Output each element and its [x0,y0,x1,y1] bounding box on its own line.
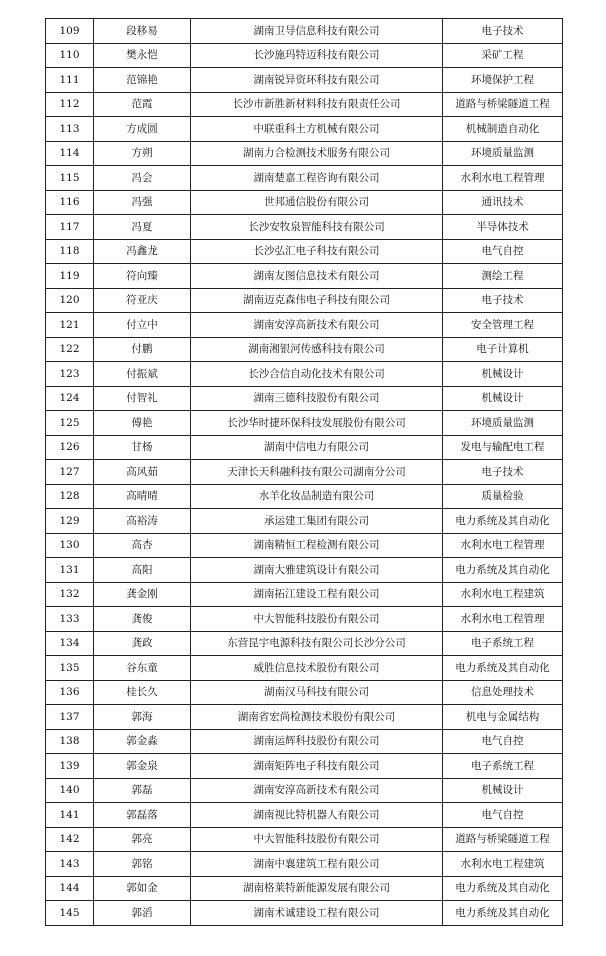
row-number-cell: 119 [46,264,94,289]
person-name-cell: 方朔 [94,141,191,166]
company-name-cell: 湖南安淳高新技术有限公司 [191,313,443,338]
person-name-cell: 付立中 [94,313,191,338]
table-row [46,141,563,166]
specialty-cell: 水利水电工程管理 [443,166,563,191]
person-name-cell: 郭海 [94,705,191,730]
row-number-cell: 121 [46,313,94,338]
company-name-cell: 湖南省宏尚检测技术股份有限公司 [191,705,443,730]
company-name-cell: 水羊化妆品制造有限公司 [191,484,443,509]
specialty-cell: 电子系统工程 [443,631,563,656]
specialty-cell: 机械设计 [443,778,563,803]
person-name-cell: 樊永恺 [94,43,191,68]
specialty-cell: 电力系统及其自动化 [443,876,563,901]
table-row [46,386,563,411]
specialty-cell: 发电与输配电工程 [443,435,563,460]
table-row [46,607,563,632]
specialty-cell: 水利水电工程建筑 [443,852,563,877]
specialty-cell: 测绘工程 [443,264,563,289]
row-number-cell: 144 [46,876,94,901]
table-row [46,705,563,730]
row-number-cell: 129 [46,509,94,534]
specialty-cell: 环境质量监测 [443,411,563,436]
person-name-cell: 方成圆 [94,117,191,142]
person-name-cell: 龚政 [94,631,191,656]
person-name-cell: 郭磊 [94,778,191,803]
person-name-cell: 范霞 [94,92,191,117]
row-number-cell: 127 [46,460,94,485]
person-name-cell: 高晴晴 [94,484,191,509]
row-number-cell: 116 [46,190,94,215]
table-row [46,362,563,387]
person-name-cell: 付鹏 [94,337,191,362]
company-name-cell: 湖南友图信息技术有限公司 [191,264,443,289]
person-name-cell: 高裕涛 [94,509,191,534]
company-name-cell: 湖南中襄建筑工程有限公司 [191,852,443,877]
row-number-cell: 143 [46,852,94,877]
specialty-cell: 安全管理工程 [443,313,563,338]
company-name-cell: 湖南中信电力有限公司 [191,435,443,460]
company-name-cell: 湖南安淳高新技术有限公司 [191,778,443,803]
company-name-cell: 东营昆宇电源科技有限公司长沙分公司 [191,631,443,656]
row-number-cell: 138 [46,729,94,754]
company-name-cell: 长沙市新胜新材料科技有限责任公司 [191,92,443,117]
company-name-cell: 湖南格莱特新能源发展有限公司 [191,876,443,901]
specialty-cell: 采矿工程 [443,43,563,68]
row-number-cell: 131 [46,558,94,583]
row-number-cell: 136 [46,680,94,705]
specialty-cell: 电子技术 [443,288,563,313]
company-name-cell: 长沙弘汇电子科技有限公司 [191,239,443,264]
row-number-cell: 130 [46,533,94,558]
row-number-cell: 122 [46,337,94,362]
company-name-cell: 湖南矩阵电子科技有限公司 [191,754,443,779]
company-name-cell: 湖南卫导信息科技有限公司 [191,19,443,44]
row-number-cell: 128 [46,484,94,509]
specialty-cell: 电子系统工程 [443,754,563,779]
specialty-cell: 电力系统及其自动化 [443,509,563,534]
row-number-cell: 135 [46,656,94,681]
specialty-cell: 质量检验 [443,484,563,509]
company-name-cell: 长沙安牧泉智能科技有限公司 [191,215,443,240]
company-name-cell: 湖南楚嘉工程咨询有限公司 [191,166,443,191]
specialty-cell: 机械制造自动化 [443,117,563,142]
row-number-cell: 124 [46,386,94,411]
table-row [46,729,563,754]
row-number-cell: 113 [46,117,94,142]
row-number-cell: 111 [46,68,94,93]
specialty-cell: 道路与桥梁隧道工程 [443,92,563,117]
person-name-cell: 冯会 [94,166,191,191]
person-name-cell: 桂长久 [94,680,191,705]
company-name-cell: 湖南汉马科技有限公司 [191,680,443,705]
table-row [46,239,563,264]
row-number-cell: 132 [46,582,94,607]
table-row [46,582,563,607]
table-row [46,313,563,338]
person-name-cell: 付智礼 [94,386,191,411]
table-row [46,876,563,901]
table-row [46,264,563,289]
person-name-cell: 谷东童 [94,656,191,681]
company-name-cell: 湖南大雅建筑设计有限公司 [191,558,443,583]
table-row [46,656,563,681]
specialty-cell: 机电与金属结构 [443,705,563,730]
table-row [46,558,563,583]
specialty-cell: 电子技术 [443,19,563,44]
company-name-cell: 承运建工集团有限公司 [191,509,443,534]
row-number-cell: 139 [46,754,94,779]
person-name-cell: 冯鑫龙 [94,239,191,264]
specialty-cell: 电气自控 [443,729,563,754]
company-name-cell: 天津长天科融科技有限公司湖南分公司 [191,460,443,485]
row-number-cell: 134 [46,631,94,656]
person-name-cell: 郭磊落 [94,803,191,828]
specialty-cell: 电子技术 [443,460,563,485]
specialty-cell: 电力系统及其自动化 [443,656,563,681]
specialty-cell: 水利水电工程建筑 [443,582,563,607]
specialty-cell: 通讯技术 [443,190,563,215]
roster-table [45,18,563,926]
person-name-cell: 冯强 [94,190,191,215]
person-name-cell: 郭如金 [94,876,191,901]
person-name-cell: 范锦艳 [94,68,191,93]
table-row [46,778,563,803]
table-row [46,411,563,436]
company-name-cell: 湖南锐异资环科技有限公司 [191,68,443,93]
person-name-cell: 符亚庆 [94,288,191,313]
row-number-cell: 140 [46,778,94,803]
table-row [46,803,563,828]
row-number-cell: 145 [46,901,94,926]
table-row [46,288,563,313]
table-row [46,827,563,852]
person-name-cell: 郭金泉 [94,754,191,779]
table-row [46,680,563,705]
table-row [46,754,563,779]
table-row [46,43,563,68]
specialty-cell: 水利水电工程管理 [443,533,563,558]
roster-table-body [46,19,563,926]
company-name-cell: 世邦通信股份有限公司 [191,190,443,215]
company-name-cell: 湖南术诚建设工程有限公司 [191,901,443,926]
company-name-cell: 湖南拓江建设工程有限公司 [191,582,443,607]
company-name-cell: 中联重科土方机械有限公司 [191,117,443,142]
row-number-cell: 109 [46,19,94,44]
company-name-cell: 湖南运辉科技股份有限公司 [191,729,443,754]
person-name-cell: 傅艳 [94,411,191,436]
row-number-cell: 110 [46,43,94,68]
company-name-cell: 中大智能科技股份有限公司 [191,607,443,632]
company-name-cell: 湖南三德科技股份有限公司 [191,386,443,411]
person-name-cell: 付振斌 [94,362,191,387]
table-row [46,852,563,877]
row-number-cell: 137 [46,705,94,730]
person-name-cell: 郭滔 [94,901,191,926]
row-number-cell: 125 [46,411,94,436]
table-row [46,19,563,44]
specialty-cell: 机械设计 [443,362,563,387]
row-number-cell: 120 [46,288,94,313]
table-row [46,215,563,240]
table-row [46,460,563,485]
row-number-cell: 123 [46,362,94,387]
specialty-cell: 道路与桥梁隧道工程 [443,827,563,852]
person-name-cell: 郭铭 [94,852,191,877]
company-name-cell: 湖南湘银河传感科技有限公司 [191,337,443,362]
row-number-cell: 117 [46,215,94,240]
person-name-cell: 龚金刚 [94,582,191,607]
company-name-cell: 湖南精恒工程检测有限公司 [191,533,443,558]
table-row [46,901,563,926]
specialty-cell: 水利水电工程管理 [443,607,563,632]
person-name-cell: 冯夏 [94,215,191,240]
person-name-cell: 高杏 [94,533,191,558]
table-row [46,166,563,191]
company-name-cell: 湖南视比特机器人有限公司 [191,803,443,828]
person-name-cell: 段移易 [94,19,191,44]
row-number-cell: 118 [46,239,94,264]
specialty-cell: 信息处理技术 [443,680,563,705]
company-name-cell: 中大智能科技股份有限公司 [191,827,443,852]
company-name-cell: 湖南迈克森伟电子科技有限公司 [191,288,443,313]
row-number-cell: 114 [46,141,94,166]
person-name-cell: 郭金淼 [94,729,191,754]
specialty-cell: 环境保护工程 [443,68,563,93]
table-row [46,337,563,362]
person-name-cell: 郭亮 [94,827,191,852]
company-name-cell: 威胜信息技术股份有限公司 [191,656,443,681]
specialty-cell: 电子计算机 [443,337,563,362]
row-number-cell: 133 [46,607,94,632]
table-row [46,68,563,93]
specialty-cell: 电气自控 [443,239,563,264]
specialty-cell: 电气自控 [443,803,563,828]
specialty-cell: 电力系统及其自动化 [443,558,563,583]
table-row [46,484,563,509]
row-number-cell: 126 [46,435,94,460]
table-row [46,190,563,215]
table-row [46,509,563,534]
specialty-cell: 半导体技术 [443,215,563,240]
company-name-cell: 长沙合信自动化技术有限公司 [191,362,443,387]
row-number-cell: 142 [46,827,94,852]
table-row [46,631,563,656]
row-number-cell: 115 [46,166,94,191]
specialty-cell: 环境质量监测 [443,141,563,166]
company-name-cell: 湖南力合检测技术服务有限公司 [191,141,443,166]
roster-page [45,18,562,926]
row-number-cell: 141 [46,803,94,828]
person-name-cell: 高风茹 [94,460,191,485]
specialty-cell: 机械设计 [443,386,563,411]
table-row [46,92,563,117]
table-row [46,533,563,558]
table-row [46,117,563,142]
company-name-cell: 长沙施玛特迈科技有限公司 [191,43,443,68]
person-name-cell: 龚俊 [94,607,191,632]
company-name-cell: 长沙华时捷环保科技发展股份有限公司 [191,411,443,436]
person-name-cell: 甘杨 [94,435,191,460]
person-name-cell: 高阳 [94,558,191,583]
specialty-cell: 电力系统及其自动化 [443,901,563,926]
person-name-cell: 符向臻 [94,264,191,289]
row-number-cell: 112 [46,92,94,117]
table-row [46,435,563,460]
